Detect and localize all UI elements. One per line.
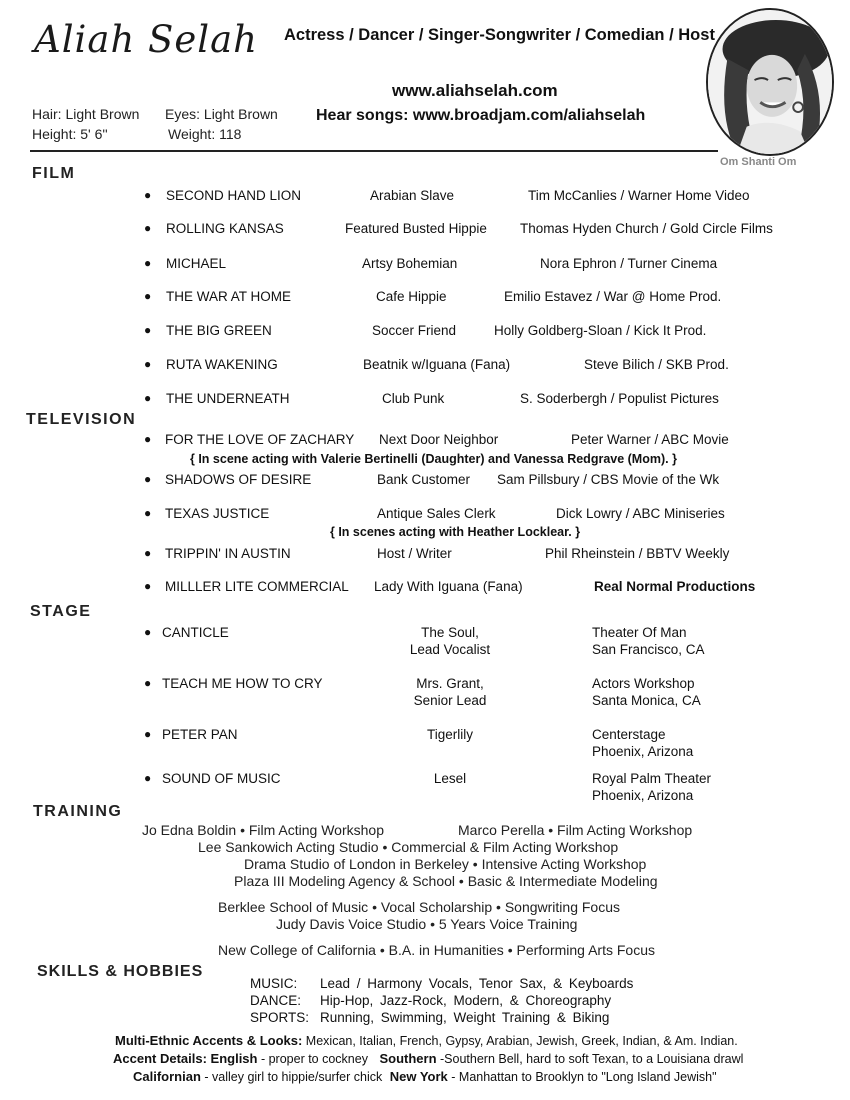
credit-role: Featured Busted Hippie [345, 221, 487, 236]
credit-director: Peter Warner / ABC Movie [571, 432, 729, 447]
credit-director: Emilio Estavez / War @ Home Prod. [504, 289, 722, 304]
hair-stat: Hair: Light Brown [32, 106, 140, 122]
stage-location: Phoenix, Arizona [592, 744, 694, 759]
bullet-icon: ● [144, 472, 152, 486]
eyes-stat: Eyes: Light Brown [165, 106, 278, 122]
credit-role: Next Door Neighbor [379, 432, 499, 447]
film-row [140, 357, 820, 375]
accents-line [115, 1033, 738, 1048]
credit-director: Tim McCanlies / Warner Home Video [528, 188, 750, 203]
bullet-icon: ● [144, 256, 152, 270]
bullet-icon: ● [144, 771, 152, 785]
credit-role: Bank Customer [377, 472, 471, 487]
stage-role-detail: Lead Vocalist [409, 642, 491, 657]
bullet-icon: ● [144, 676, 152, 690]
credit-role: Soccer Friend [372, 323, 457, 338]
credit-director: Holly Goldberg-Sloan / Kick It Prod. [494, 323, 707, 338]
credit-role: Antique Sales Clerk [377, 506, 496, 521]
section-skills: SKILLS & HOBBIES [37, 963, 204, 980]
tv-row [140, 506, 820, 524]
credit-role: Lady With Iguana (Fana) [374, 579, 523, 594]
credit-title: FOR THE LOVE OF ZACHARY [165, 432, 355, 447]
tv-row [140, 546, 820, 564]
actor-name: Aliah Selah [34, 18, 259, 61]
credit-role: Arabian Slave [370, 188, 455, 203]
stage-location: Santa Monica, CA [592, 693, 701, 708]
bullet-icon: ● [144, 546, 152, 560]
accents-text: Mexican, Italian, French, Gypsy, Arabian, Jewish, Greek, Indian, & Am. Indian. [305, 1034, 738, 1048]
credit-director: Real Normal Productions [594, 579, 756, 594]
bullet-icon: ● [144, 625, 152, 639]
training-line: Berklee School of Music • Vocal Scholarship • Songwriting Focus [218, 899, 620, 915]
accent-californian-text: - valley girl to hippie/surfer chick [204, 1070, 383, 1084]
credit-title: TEXAS JUSTICE [165, 506, 270, 521]
skill-label-music: MUSIC: [250, 976, 298, 991]
credit-title: SHADOWS OF DESIRE [165, 472, 312, 487]
section-training: TRAINING [33, 803, 123, 820]
roles-line: Actress / Dancer / Singer-Songwriter / Comedian / Host [284, 26, 715, 44]
credit-director: Thomas Hyden Church / Gold Circle Films [520, 221, 773, 236]
skill-label-sports: SPORTS: [250, 1010, 310, 1025]
stage-venue: Actors Workshop [592, 676, 695, 691]
stage-role-detail: Senior Lead [413, 693, 487, 708]
tv-row [140, 472, 820, 490]
accent-regions-line [133, 1069, 717, 1084]
training-line: Jo Edna Boldin • Film Acting Workshop [142, 822, 384, 838]
training-line: New College of California • B.A. in Humanities • Performing Arts Focus [218, 942, 655, 958]
tv-row [140, 432, 820, 450]
credit-title: THE UNDERNEATH [166, 391, 290, 406]
stage-role: The Soul, [421, 625, 479, 640]
skill-label-dance: DANCE: [250, 993, 302, 1008]
stage-location: Phoenix, Arizona [592, 788, 694, 803]
accent-southern-label: Southern [379, 1051, 437, 1066]
accent-details-text: - proper to cockney [260, 1052, 368, 1066]
stage-venue: Theater Of Man [592, 625, 687, 640]
stage-venue: Centerstage [592, 727, 666, 742]
accent-newyork-label: New York [389, 1069, 448, 1084]
stage-row [140, 624, 820, 660]
credit-title: THE WAR AT HOME [166, 289, 292, 304]
credit-title: TRIPPIN' IN AUSTIN [165, 546, 291, 561]
stage-role: Mrs. Grant, [416, 676, 484, 691]
accent-newyork-text: - Manhattan to Brooklyn to "Long Island Jewish" [451, 1070, 717, 1084]
training-line: Plaza III Modeling Agency & School • Basic & Intermediate Modeling [234, 873, 658, 889]
credit-title: RUTA WAKENING [166, 357, 278, 372]
credit-title: THE BIG GREEN [166, 323, 272, 338]
credit-director: Phil Rheinstein / BBTV Weekly [545, 546, 730, 561]
accent-californian-label: Californian [133, 1069, 201, 1084]
stage-location: San Francisco, CA [592, 642, 705, 657]
section-television: TELEVISION [26, 411, 137, 428]
film-row [140, 221, 820, 239]
training-line: Lee Sankowich Acting Studio • Commercial & Film Acting Workshop [198, 839, 619, 855]
credit-note: { In scene acting with Valerie Bertinelli (Daughter) and Vanessa Redgrave (Mom). } [190, 452, 677, 466]
headshot-illustration [708, 10, 832, 154]
credit-director: Steve Bilich / SKB Prod. [584, 357, 729, 372]
credit-director: Dick Lowry / ABC Miniseries [556, 506, 725, 521]
credit-role: Cafe Hippie [376, 289, 447, 304]
tv-row [140, 579, 820, 597]
credit-note: { In scenes acting with Heather Locklear. } [330, 525, 581, 539]
credit-title: MICHAEL [166, 256, 227, 271]
credit-title: MILLLER LITE COMMERCIAL [165, 579, 349, 594]
film-row [140, 323, 820, 341]
website-link[interactable]: www.aliahselah.com [392, 81, 558, 100]
accent-details-label: Accent Details: English [113, 1051, 258, 1066]
credit-role: Beatnik w/Iguana (Fana) [363, 357, 511, 372]
credit-role: Club Punk [382, 391, 445, 406]
stage-row [140, 726, 820, 762]
header-divider [30, 150, 718, 152]
bullet-icon: ● [144, 391, 152, 405]
film-row [140, 391, 820, 409]
bullet-icon: ● [144, 506, 152, 520]
stage-title: CANTICLE [162, 625, 229, 640]
skill-sports: Running, Swimming, Weight Training & Biking [320, 1010, 610, 1025]
height-stat: Height: 5' 6'' [32, 126, 108, 142]
training-line: Judy Davis Voice Studio • 5 Years Voice Training [276, 916, 578, 932]
stage-title: TEACH ME HOW TO CRY [162, 676, 323, 691]
training-line: Drama Studio of London in Berkeley • Intensive Acting Workshop [244, 856, 647, 872]
skill-music: Lead / Harmony Vocals, Tenor Sax, & Keyboards [320, 976, 634, 991]
credit-director: S. Soderbergh / Populist Pictures [520, 391, 719, 406]
photo-caption: Om Shanti Om [720, 156, 797, 168]
weight-stat: Weight: 118 [168, 126, 242, 142]
stage-role: Lesel [433, 771, 467, 786]
section-film: FILM [32, 165, 76, 182]
stage-role: Tigerlily [426, 727, 473, 742]
credit-director: Sam Pillsbury / CBS Movie of the Wk [497, 472, 720, 487]
credit-director: Nora Ephron / Turner Cinema [540, 256, 718, 271]
film-row [140, 256, 820, 274]
accent-details-line [113, 1051, 743, 1066]
skill-dance: Hip-Hop, Jazz-Rock, Modern, & Choreography [320, 993, 612, 1008]
credit-role: Host / Writer [377, 546, 452, 561]
headshot-photo [706, 8, 834, 156]
bullet-icon: ● [144, 221, 152, 235]
training-line: Marco Perella • Film Acting Workshop [458, 822, 693, 838]
bullet-icon: ● [144, 289, 152, 303]
bullet-icon: ● [144, 188, 152, 202]
accent-southern-text: -Southern Bell, hard to soft Texan, to a Louisiana drawl [440, 1052, 744, 1066]
accents-label: Multi-Ethnic Accents & Looks: [115, 1033, 303, 1048]
bullet-icon: ● [144, 727, 152, 741]
songs-link[interactable]: Hear songs: www.broadjam.com/aliahselah [316, 107, 646, 124]
stage-title: SOUND OF MUSIC [162, 771, 281, 786]
bullet-icon: ● [144, 432, 152, 446]
stage-title: PETER PAN [162, 727, 238, 742]
bullet-icon: ● [144, 323, 152, 337]
film-row [140, 188, 820, 206]
credit-title: SECOND HAND LION [166, 188, 302, 203]
section-stage: STAGE [30, 603, 92, 620]
stage-venue: Royal Palm Theater [592, 771, 712, 786]
film-row [140, 289, 820, 307]
bullet-icon: ● [144, 357, 152, 371]
bullet-icon: ● [144, 579, 152, 593]
stage-row [140, 675, 820, 711]
stage-row [140, 770, 820, 806]
credit-role: Artsy Bohemian [362, 256, 458, 271]
credit-title: ROLLING KANSAS [166, 221, 284, 236]
